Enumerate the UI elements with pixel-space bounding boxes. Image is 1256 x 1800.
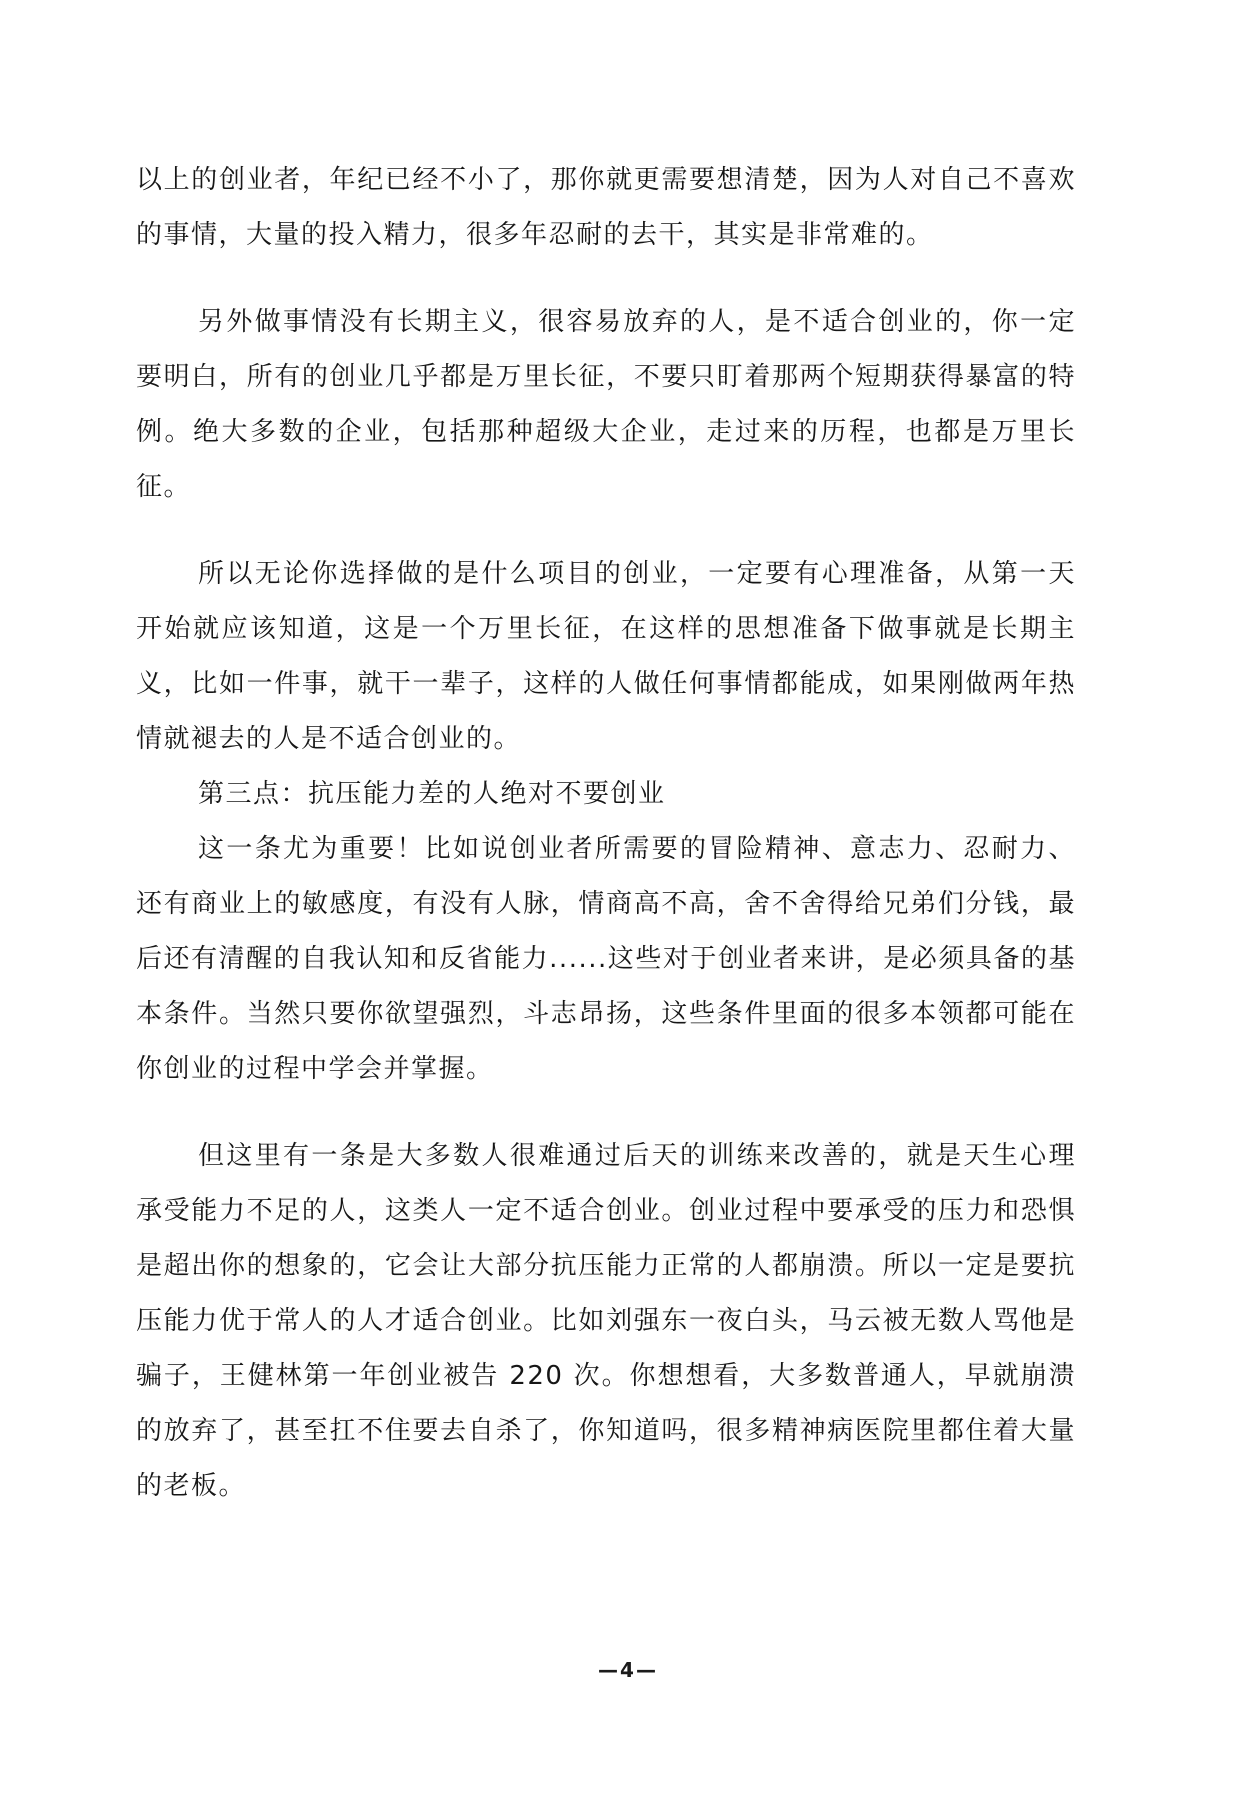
document-body bbox=[136, 153, 1076, 1514]
paragraph-continued: 以上的创业者，年纪已经不小了，那你就更需要想清楚，因为人对自己不喜欢的事情，大量的投入精力，很多年忍耐的去干，其实是非常难的。 bbox=[136, 165, 1076, 250]
paragraph-mental-preparation: 所以无论你选择做的是什么项目的创业，一定要有心理准备，从第一天开始就应该知道，这是一个万里长征，在这样的思想准备下做事就是长期主义，比如一件事，就干一辈子，这样的人做任何事情都能成，如果刚做两年热情就褪去的人是不适合创业的。 bbox=[136, 559, 1076, 754]
page-number: —4— bbox=[598, 1658, 658, 1682]
section-heading: 第三点：抗压能力差的人绝对不要创业 bbox=[198, 779, 666, 809]
paragraph-pressure-examples: 但这里有一条是大多数人很难通过后天的训练来改善的，就是天生心理承受能力不足的人，这类人一定不适合创业。创业过程中要承受的压力和恐惧是超出你的想象的，它会让大部分抗压能力正常的人都崩溃。所以一定是要抗压能力优于常人的人才适合创业。比如刘强东一夜白头，马云被无数人骂他是骗子，王健林第一年创业被告 220 次。你想想看，大多数普通人，早就崩溃的放弃了，甚至扛不住要去自杀了，你知道吗，很多精神病医院里都住着大量的老板。 bbox=[136, 1141, 1076, 1501]
paragraph-pressure-intro: 这一条尤为重要！比如说创业者所需要的冒险精神、意志力、忍耐力、还有商业上的敏感度，有没有人脉，情商高不高，舍不舍得给兄弟们分钱，最后还有清醒的自我认知和反省能力......这些对于创业者来讲，是必须具备的基本条件。当然只要你欲望强烈，斗志昂扬，这些条件里面的很多本领都可能在你创业的过程中学会并掌握。 bbox=[136, 834, 1076, 1084]
paragraph-long-termism: 另外做事情没有长期主义，很容易放弃的人，是不适合创业的，你一定要明白，所有的创业几乎都是万里长征，不要只盯着那两个短期获得暴富的特例。绝大多数的企业，包括那种超级大企业，走过来的历程，也都是万里长征。 bbox=[136, 307, 1076, 502]
